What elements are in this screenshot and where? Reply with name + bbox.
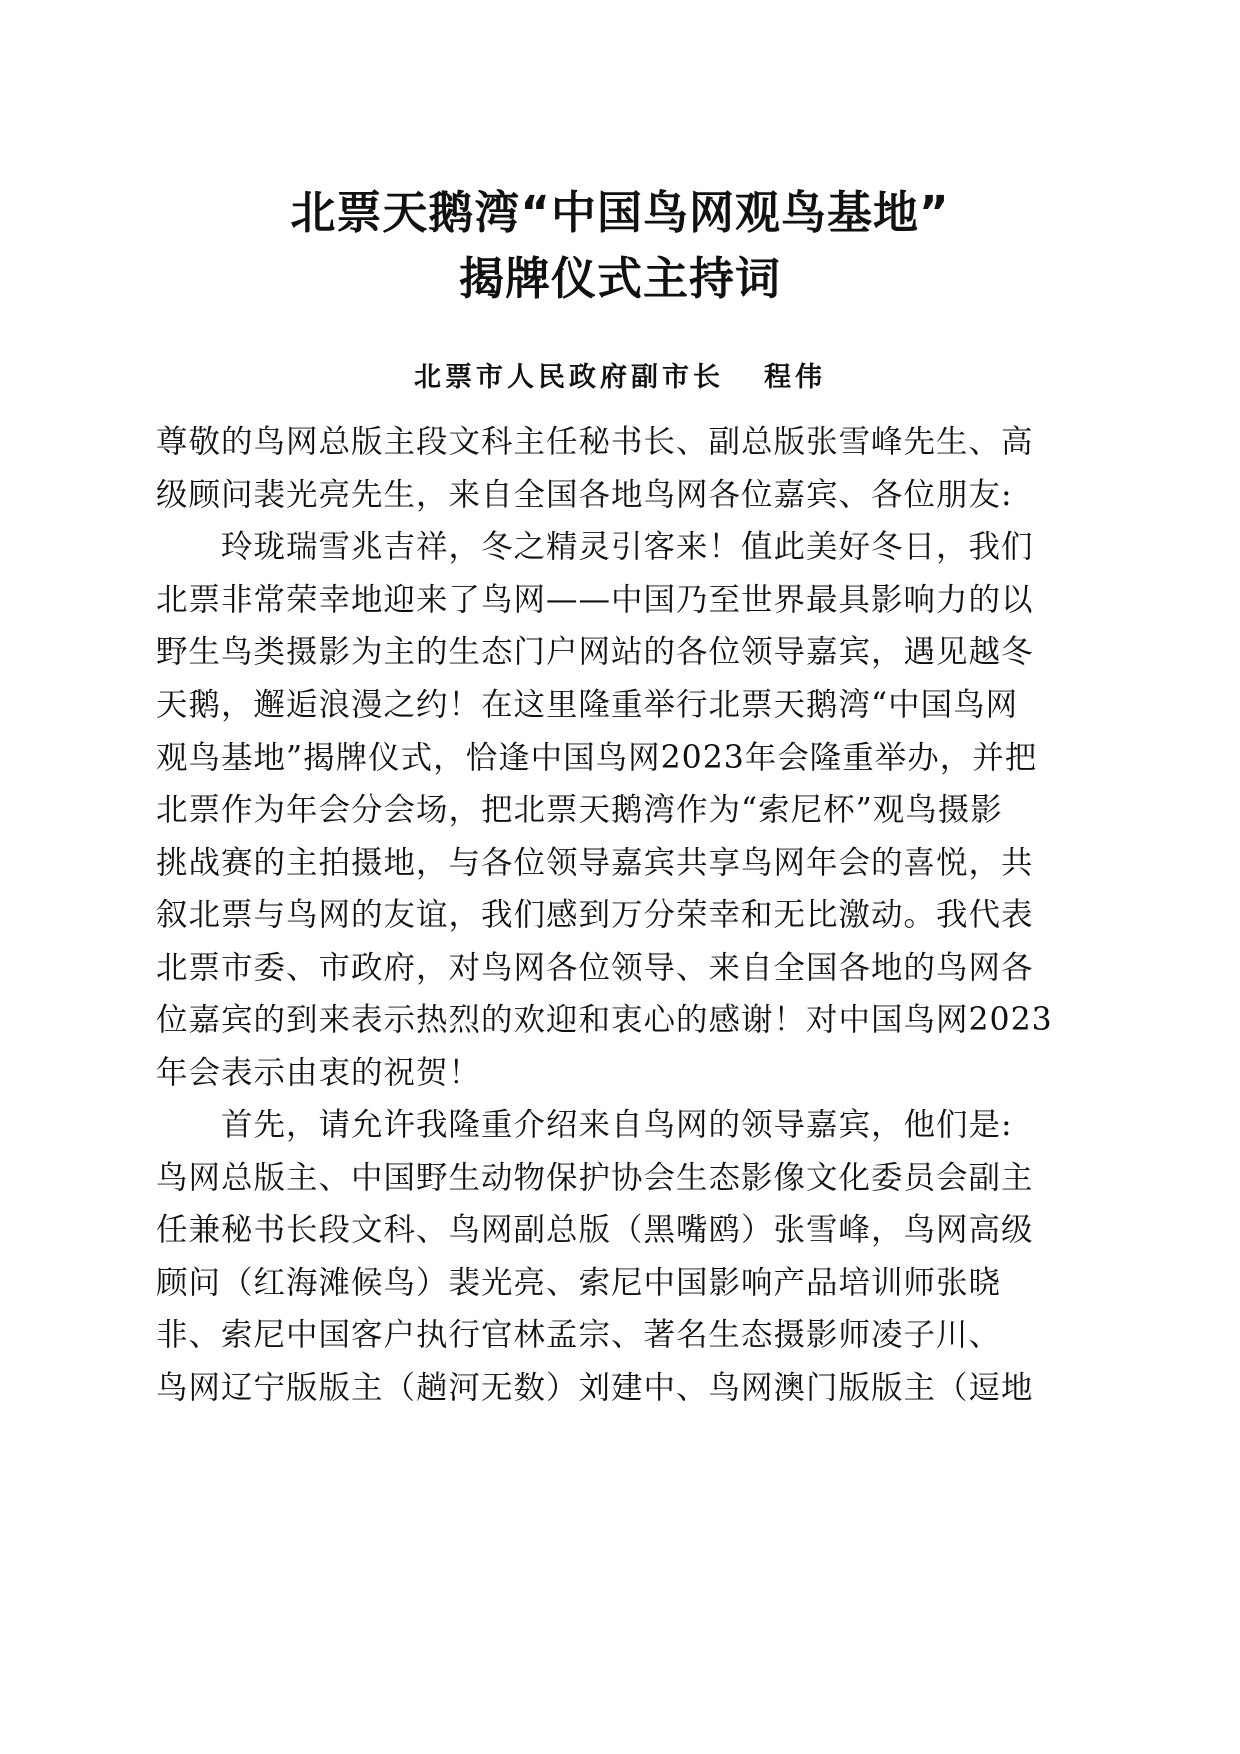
body-line: 鸟网辽宁版版主（趟河无数）刘建中、鸟网澳门版版主（逗地	[156, 1370, 1034, 1406]
body-line: 位嘉宾的到来表示热烈的欢迎和衷心的感谢！对中国鸟网2023	[156, 1002, 1053, 1038]
body-line: 挑战赛的主拍摄地，与各位领导嘉宾共享鸟网年会的喜悦，共	[156, 845, 1034, 881]
body-line: 首先，请允许我隆重介绍来自鸟网的领导嘉宾，他们是:	[156, 1107, 1013, 1143]
body-line: 级顾问裴光亮先生，来自全国各地鸟网各位嘉宾、各位朋友:	[156, 477, 1013, 513]
document-title-line-1: 北票天鹅湾“中国鸟网观鸟基地”	[290, 186, 950, 239]
body-line: 尊敬的鸟网总版主段文科主任秘书长、副总版张雪峰先生、高	[156, 424, 1034, 460]
body-line: 顾问（红海滩候鸟）裴光亮、索尼中国影响产品培训师张晓	[156, 1265, 1002, 1301]
body-line: 天鹅，邂逅浪漫之约！在这里隆重举行北票天鹅湾“中国鸟网	[156, 687, 1019, 723]
author-name: 程伟	[764, 362, 826, 393]
body-line: 北票非常荣幸地迎来了鸟网——中国乃至世界最具影响力的以	[156, 582, 1034, 618]
author-org: 北票市人民政府副市长	[414, 362, 724, 393]
body-line: 年会表示由衷的祝贺！	[156, 1055, 482, 1091]
body-line: 观鸟基地”揭牌仪式，恰逢中国鸟网2023年会隆重举办，并把	[156, 740, 1038, 776]
body-line: 非、索尼中国客户执行官林孟宗、著名生态摄影师凌子川、	[156, 1317, 1002, 1353]
body-line: 鸟网总版主、中国野生动物保护协会生态影像文化委员会副主	[156, 1160, 1034, 1196]
body-line: 北票市委、市政府，对鸟网各位领导、来自全国各地的鸟网各	[156, 950, 1034, 986]
body-line: 北票作为年会分会场，把北票天鹅湾作为“索尼杯”观鸟摄影	[156, 792, 1003, 828]
body-line: 任兼秘书长段文科、鸟网副总版（黑嘴鸥）张雪峰，鸟网高级	[156, 1212, 1034, 1248]
document-title-line-2: 揭牌仪式主持词	[458, 252, 781, 305]
body-line: 野生鸟类摄影为主的生态门户网站的各位领导嘉宾，遇见越冬	[156, 634, 1034, 670]
author-byline	[0, 358, 1240, 398]
body-line: 叙北票与鸟网的友谊，我们感到万分荣幸和无比激动。我代表	[156, 897, 1034, 933]
body-line: 玲珑瑞雪兆吉祥，冬之精灵引客来！值此美好冬日，我们	[156, 529, 1034, 565]
